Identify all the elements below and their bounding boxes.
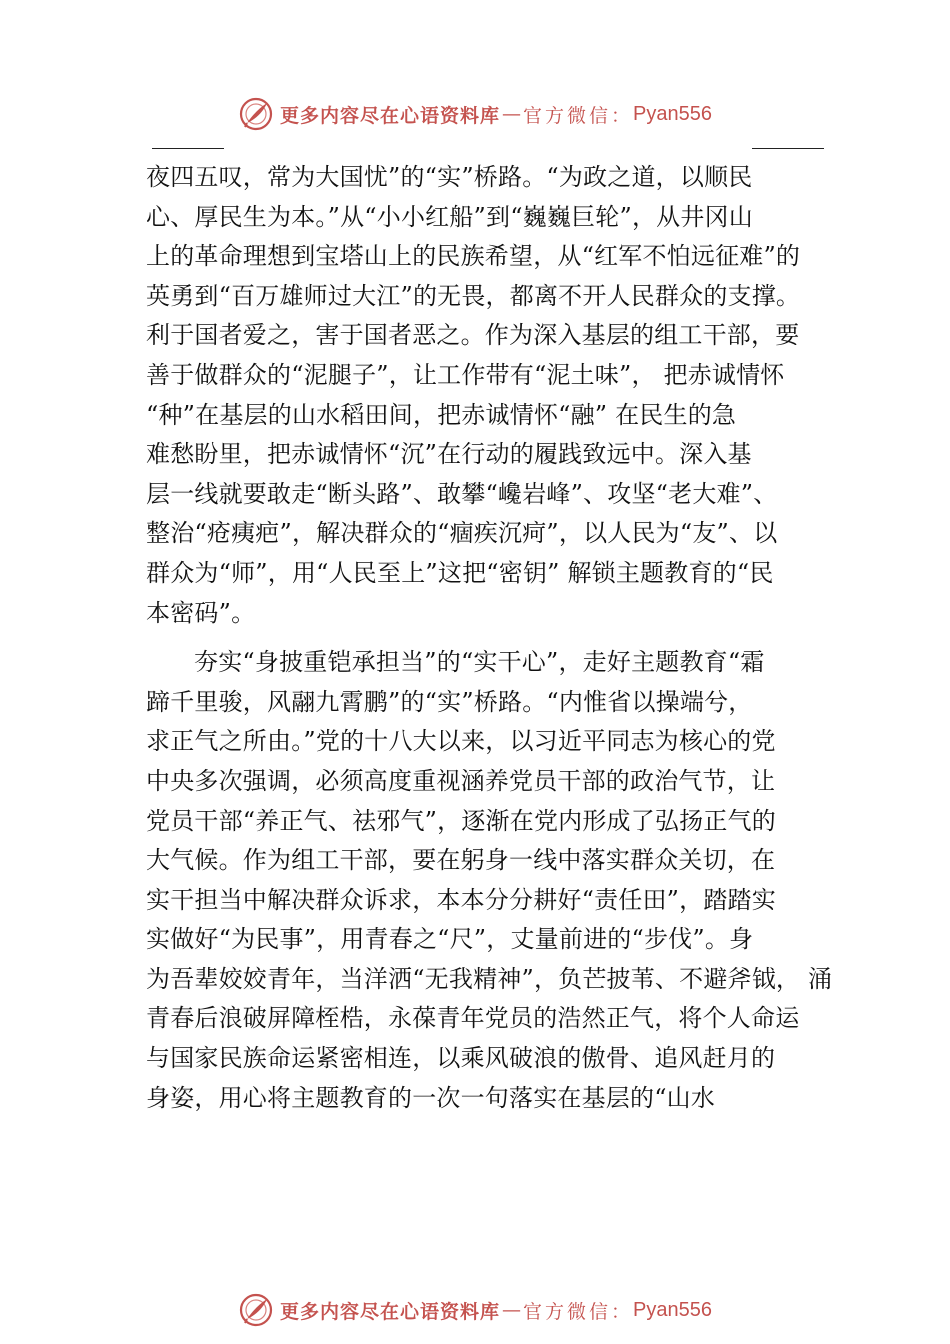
header-wechat-label: 官方微信： — [523, 104, 634, 127]
text-line: 实做好“为民事”，用青春之“尺”，丈量前进的“步伐”。身 — [146, 925, 754, 954]
text-line: 心、厚民生为本。”从“小小红船”到“巍巍巨轮”，从井冈山 — [146, 202, 753, 231]
text-line: 夯实“身披重铠承担当”的“实干心”，走好主题教育“霜 — [194, 648, 765, 677]
paragraph-2 — [146, 643, 836, 1118]
text-line: 与国家民族命运紧密相连，以乘风破浪的傲骨、追风赶月的 — [146, 1044, 776, 1073]
paragraph-gap — [146, 633, 836, 643]
footer-brand-text: 更多内容尽在心语资料库 — [280, 1300, 501, 1323]
text-line: 求正气之所由。”党的十八大以来，以习近平同志为核心的党 — [146, 727, 776, 756]
text-line: 实干担当中解决群众诉求，本本分分耕好“责任田”，踏踏实 — [146, 885, 776, 914]
header-wechat-id: Pyan556 — [633, 102, 712, 125]
text-line: 青春后浪破屏障桎梏，永葆青年党员的浩然正气，将个人命运 — [146, 1004, 800, 1033]
header-banner — [0, 94, 950, 134]
text-line: 本密码”。 — [146, 598, 256, 627]
text-line: 层一线就要敢走“断头路”、敢攀“巉岩峰”、攻坚“老大难”、 — [146, 479, 778, 508]
footer-wechat-id: Pyan556 — [633, 1298, 712, 1321]
header-brand-text: 更多内容尽在心语资料库 — [280, 104, 501, 127]
header-separator: — — [502, 103, 522, 125]
text-line: 群众为“师”，用“人民至上”这把“密钥” 解锁主题教育的“民 — [146, 558, 774, 587]
text-line: 身姿，用心将主题教育的一次一句落实在基层的“山水 — [146, 1083, 716, 1112]
footer-separator: — — [502, 1299, 522, 1321]
text-line: 上的革命理想到宝塔山上的民族希望，从“红军不怕远征难”的 — [146, 242, 801, 271]
paragraph-1 — [146, 158, 836, 633]
header-rule-left — [152, 148, 224, 149]
quill-logo-icon — [238, 1292, 274, 1328]
quill-logo-icon — [238, 96, 274, 132]
text-line: 善于做群众的“泥腿子”，让工作带有“泥土味”， 把赤诚情怀 — [146, 360, 785, 389]
text-line: 为吾辈姣姣青年，当洋洒“无我精神”，负芒披苇、不避斧钺， 涌 — [146, 964, 833, 993]
footer-banner — [0, 1290, 950, 1330]
document-body — [146, 158, 836, 1118]
text-line: 利于国者爱之，害于国者恶之。作为深入基层的组工干部，要 — [146, 321, 800, 350]
text-line: 蹄千里骏，风翮九霄鹏”的“实”桥路。“内惟省以操端兮， — [146, 687, 753, 716]
text-line: “种”在基层的山水稻田间，把赤诚情怀“融” 在民生的急 — [146, 400, 737, 429]
header-rule-right — [752, 148, 824, 149]
text-line: 难愁盼里，把赤诚情怀“沉”在行动的履践致远中。深入基 — [146, 440, 752, 469]
footer-wechat-label: 官方微信： — [523, 1300, 634, 1323]
text-line: 大气候。作为组工干部，要在躬身一线中落实群众关切，在 — [146, 846, 776, 875]
text-line: 英勇到“百万雄师过大江”的无畏，都离不开人民群众的支撑。 — [146, 281, 801, 310]
text-line: 中央多次强调，必须高度重视涵养党员干部的政治气节，让 — [146, 766, 776, 795]
text-line: 夜四五叹，常为大国忧”的“实”桥路。“为政之道，以顺民 — [146, 163, 753, 191]
text-line: 整治“疮痍疤”，解决群众的“痼疾沉疴”，以人民为“友”、以 — [146, 519, 778, 548]
text-line: 党员干部“养正气、祛邪气”，逐渐在党内形成了弘扬正气的 — [146, 806, 776, 835]
